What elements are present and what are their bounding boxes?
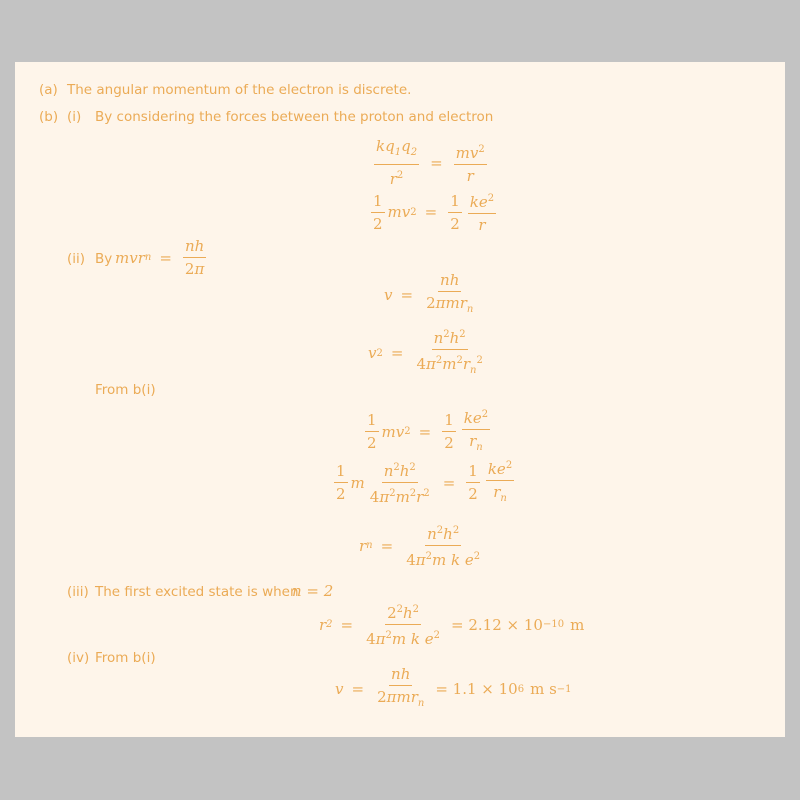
part-b-label: (b) [39, 109, 59, 125]
equation-r2: r 2 = $\frac{2^2h^2}{4\pi^2m k e^2}$ = 2.12 × 10 −10 m [319, 601, 584, 648]
equation-substitution: $\frac{1}{2}$ m $\frac{n^2h^2}{4\pi^2m^2r^2}$ = $\frac{1}{2}$ $\frac{ke^2}{r_n}$ [331, 457, 517, 508]
part-b-iii-n-value: n = 2 [292, 582, 334, 600]
equation-velocity-squared: v 2 = $\frac{n^2h^2}{4\pi^2m^2r_n^2}$ [368, 326, 488, 380]
part-b-i-label: (i) [67, 109, 82, 125]
r2-result-unit: m [570, 615, 585, 634]
equation-kinetic-energy: $\frac{1}{2}$ mv 2 = $\frac{1}{2}$ $\frac{ke^2}{r}$ [373, 191, 495, 234]
r2-result-exponent: −10 [542, 619, 565, 630]
equation-velocity-value: v = $\frac{nh}{2\pi mr_n}$ = 1.1 × 10 6 m s −1 [335, 665, 572, 709]
equation-velocity: v = $\frac{nh}{2\pi mr_n}$ [384, 271, 474, 315]
v-result-unit-exponent: −1 [556, 683, 572, 695]
v-result: = 1.1 × 10 [435, 680, 518, 698]
r2-result: = 2.12 × 10 [451, 615, 543, 634]
answer-sheet [15, 62, 785, 737]
v-result-exponent: 6 [517, 683, 525, 695]
part-b-i-text: By considering the forces between the proton and electron [95, 109, 494, 125]
equation-quantization: mvr n = $\frac{nh}{2\pi}$ [115, 237, 205, 278]
part-b-iii-text: The first excited state is when [95, 584, 299, 600]
v-result-unit: m s [530, 680, 557, 698]
part-a-text: The angular momentum of the electron is discrete. [67, 82, 412, 98]
part-b-iv-text: From b(i) [95, 650, 156, 666]
part-b-ii-by: By [95, 251, 113, 267]
equation-radius: r n = $\frac{n^2h^2}{4\pi^2m k e^2}$ [359, 522, 485, 569]
part-b-ii-from: From b(i) [95, 382, 156, 398]
part-a-label: (a) [39, 82, 58, 98]
equation-force-balance: $\frac{kq_1q_2}{r^2}$ = $\frac{mv^2}{r}$ [376, 137, 485, 188]
equation-energy-rn: $\frac{1}{2}$ mv 2 = $\frac{1}{2}$ $\frac{ke^2}{r_n}$ [362, 406, 493, 457]
part-b-iii-label: (iii) [67, 584, 89, 600]
part-b-iv-label: (iv) [67, 650, 90, 666]
part-b-ii-label: (ii) [67, 251, 86, 267]
